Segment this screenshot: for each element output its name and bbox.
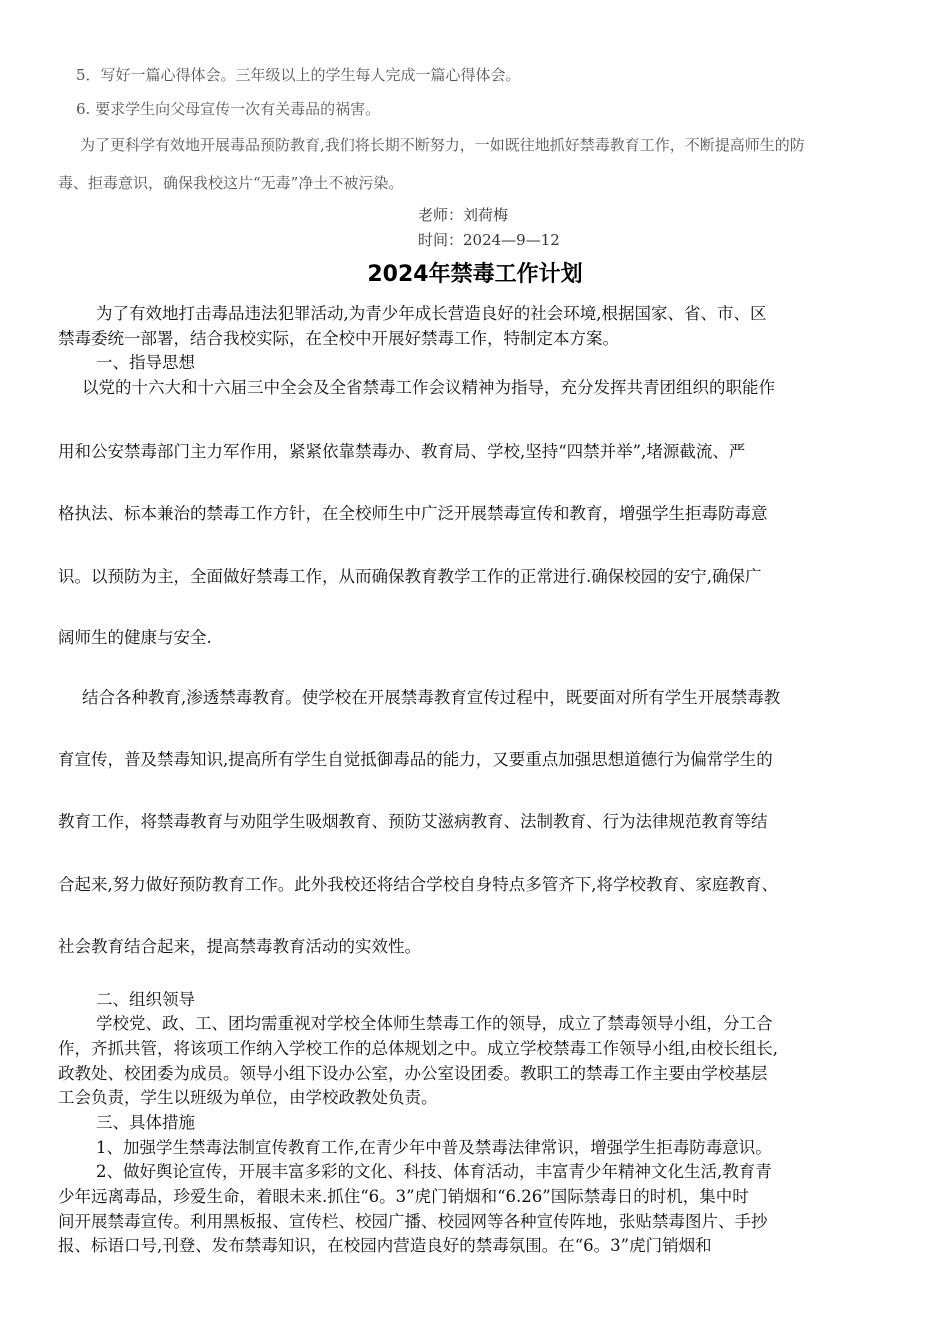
signature-date: 时间：2024—9—12 — [418, 231, 560, 249]
guiding-para2-line-5: 社会教育结合起来，提高禁毒教育活动的实效性。 — [58, 937, 421, 956]
intro-line-2: 禁毒委统一部署，结合我校实际，在全校中开展好禁毒工作，特制定本方案。 — [58, 329, 619, 348]
section-heading-guiding-thought: 一、指导思想 — [96, 353, 195, 372]
section-heading-organization: 二、组织领导 — [96, 990, 195, 1009]
list-item-5: 5．写好一篇心得体会。三年级以上的学生每人完成一篇心得体会。 — [76, 66, 521, 84]
organization-line-4: 工会负责，学生以班级为单位，由学校政教处负责。 — [58, 1088, 438, 1107]
guiding-para2-line-1: 结合各种教育,渗透禁毒教育。使学校在开展禁毒教育宣传过程中，既要面对所有学生开展禁毒教 — [82, 688, 781, 707]
measures-item-2-line-1: 2、做好舆论宣传，开展丰富多彩的文化、科技、体育活动，丰富青少年精神文化生活,教育青 — [96, 1162, 772, 1181]
section-heading-measures: 三、具体措施 — [96, 1113, 195, 1132]
organization-line-2: 作，齐抓共管，将该项工作纳入学校工作的总体规划之中。成立学校禁毒工作领导小组,由校长组长, — [58, 1039, 778, 1058]
measures-item-2-line-4: 报、标语口号,刊登、发布禁毒知识，在校园内营造良好的禁毒氛围。在“6。3”虎门销烟和 — [58, 1236, 712, 1255]
organization-line-1: 学校党、政、工、团均需重视对学校全体师生禁毒工作的领导，成立了禁毒领导小组，分工合 — [96, 1014, 773, 1033]
document-title: 2024年禁毒工作计划 — [367, 262, 583, 287]
closing-paragraph-line-2: 毒、拒毒意识，确保我校这片“无毒”净土不被污染。 — [58, 174, 404, 192]
guiding-para2-line-3: 教育工作，将禁毒教育与劝阻学生吸烟教育、预防艾滋病教育、法制教育、行为法律规范教育等结 — [58, 812, 768, 831]
intro-line-1: 为了有效地打击毒品违法犯罪活动,为青少年成长营造良好的社会环境,根据国家、省、市、区 — [96, 304, 767, 323]
teacher-signature: 老师：刘荷梅 — [418, 206, 509, 224]
list-item-6: 6. 要求学生向父母宣传一次有关毒品的祸害。 — [76, 100, 381, 118]
organization-line-3: 政教处、校团委为成员。领导小组下设办公室，办公室设团委。教职工的禁毒工作主要由学校基层 — [58, 1064, 768, 1083]
guiding-para1-line-2: 用和公安禁毒部门主力军作用，紧紧依靠禁毒办、教育局、学校,坚持“四禁并举”,堵源截流、严 — [58, 442, 746, 461]
closing-paragraph-line-1: 为了更科学有效地开展毒品预防教育,我们将长期不断努力，一如既往地抓好禁毒教育工作，不断提高师生的防 — [80, 136, 805, 154]
guiding-para2-line-2: 育宣传，普及禁毒知识,提高所有学生自觉抵御毒品的能力，又要重点加强思想道德行为偏常学生的 — [58, 750, 773, 769]
guiding-para1-line-1: 以党的十六大和十六届三中全会及全省禁毒工作会议精神为指导，充分发挥共青团组织的职能作 — [82, 378, 775, 397]
guiding-para1-line-3: 格执法、标本兼治的禁毒工作方针，在全校师生中广泛开展禁毒宣传和教育，增强学生拒毒防毒意 — [58, 504, 768, 523]
guiding-para1-line-4: 识。以预防为主，全面做好禁毒工作，从而确保教育教学工作的正常进行.确保校园的安宁,确保广 — [58, 567, 762, 586]
guiding-para2-line-4: 合起来,努力做好预防教育工作。此外我校还将结合学校自身特点多管齐下,将学校教育、家庭教育、 — [58, 875, 778, 894]
measures-item-2-line-3: 间开展禁毒宣传。利用黑板报、宣传栏、校园广播、校园网等各种宣传阵地，张贴禁毒图片、手抄 — [58, 1212, 768, 1231]
guiding-para1-line-5: 阔师生的健康与安全. — [58, 628, 212, 647]
measures-item-2-line-2: 少年远离毒品，珍爱生命，着眼未来.抓住“6。3”虎门销烟和“6.26”国际禁毒日的时机，集中时 — [58, 1187, 749, 1206]
measures-item-1: 1、加强学生禁毒法制宣传教育工作,在青少年中普及禁毒法律常识，增强学生拒毒防毒意识。 — [96, 1138, 772, 1157]
